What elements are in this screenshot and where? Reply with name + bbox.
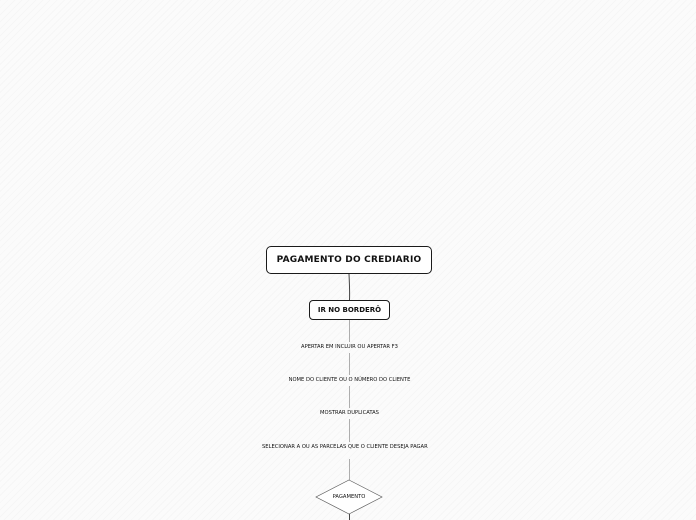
- connector-root-to-topic: [349, 274, 350, 300]
- step-mostrar-duplicatas[interactable]: [260, 410, 439, 417]
- step-label: MOSTRAR DUPLICATAS: [320, 410, 379, 416]
- root-topic[interactable]: [266, 246, 432, 274]
- root-topic-label: PAGAMENTO DO CREDIARIO: [276, 255, 422, 265]
- main-topic-ir-no-bordero[interactable]: [309, 300, 390, 320]
- step-label: SELECIONAR A OU AS PARCELAS QUE O CLIENTE DESEJA PAGAR: [262, 444, 428, 450]
- decision-pagamento[interactable]: [316, 480, 382, 514]
- decision-label-text: PAGAMENTO: [332, 494, 366, 500]
- step-nome-cliente[interactable]: [260, 377, 439, 384]
- main-topic-label: IR NO BORDERÔ: [317, 306, 382, 314]
- step-label: APERTAR EM INCLUIR OU APERTAR F3: [301, 344, 398, 350]
- step-label: NOME DO CLIENTE OU O NÚMERO DO CLIENTE: [288, 377, 411, 383]
- step-selecionar-parcelas[interactable]: [262, 444, 434, 451]
- step-apertar-incluir[interactable]: [260, 344, 439, 351]
